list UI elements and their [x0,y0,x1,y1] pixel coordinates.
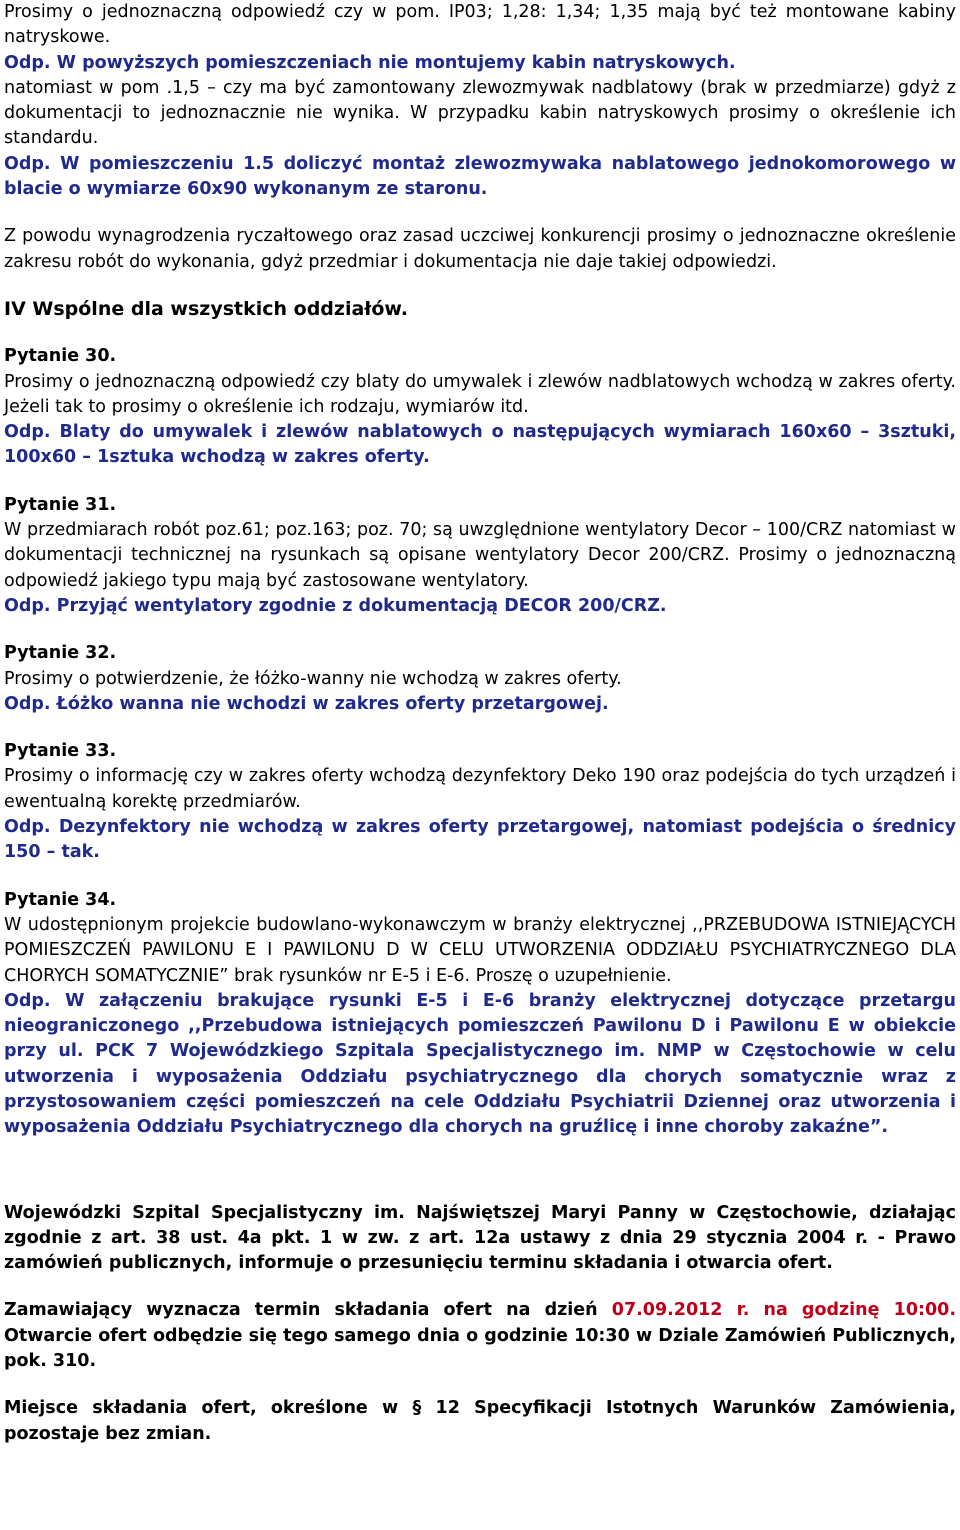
deadline-notice [4,1201,956,1447]
question-block-32 [4,641,956,717]
question-block-31 [4,493,956,619]
notice-paragraph [4,1298,956,1374]
notice-text: Zamawiający wyznacza termin składania ofert na dzień [4,1300,612,1321]
spacer [4,322,956,344]
general-paragraph: Z powodu wynagrodzenia ryczałtowego oraz zasad uczciwej konkurencji prosimy o jednoznaczne określenie zakresu robót do wykonania, gdyż przedmiar i dokumentacja nie daje takiej odpowiedzi. [4,226,956,272]
question-title: Pytanie 31. [4,494,117,515]
question-block-30 [4,344,956,470]
notice-text: Otwarcie ofert odbędzie się tego samego dnia o godzinie 10:30 w Dziale Zamówień Publicznych, pok. 310. [4,1325,956,1372]
question-block-33 [4,739,956,865]
question-text: Prosimy o informację czy w zakres oferty wchodzą dezynfektory Deko 190 oraz podejścia do tych urządzeń i ewentualną korektę przedmiarów. [4,766,956,812]
question-title: Pytanie 34. [4,889,117,910]
answer-text: Odp. Dezynfektory nie wchodzą w zakres oferty przetargowej, natomiast podejścia o średnicy 150 – tak. [4,817,956,863]
spacer [4,717,956,739]
question-block-34 [4,888,956,1141]
question-text: Prosimy o jednoznaczną odpowiedź czy blaty do umywalek i zlewów nadblatowych wchodzą w zakres oferty. Jeżeli tak to prosimy o określenie ich rodzaju, wymiarów itd. [4,371,956,417]
answer-text: Odp. W załączeniu brakujące rysunki E-5 i E-6 branży elektrycznej dotyczące przetargu nieograniczonego ,,Przebudowa istniejących pomieszczeń Pawilonu D i Pawilonu E w obiekcie przy ul. PCK 7 Wojewódzkiego Szpitala Specjalistycznego im. NMP w Częstochowie w celu utworzenia i wyposażenia Oddziału psychiatrycznego dla chorych somatycznie wraz z przystosowaniem części pomieszczeń na cele Oddziału Psychiatrii Dziennej oraz utworzenia i wyposażenia Oddziału Psychiatrycznego dla chorych na gruźlicę i inne choroby zakaźne”. [4,990,956,1138]
answer-text: Odp. Łóżko wanna nie wchodzi w zakres oferty przetargowej. [4,693,609,714]
spacer [4,866,956,888]
question-text: W udostępnionym projekcie budowlano-wykonawczym w branży elektrycznej ,,PRZEBUDOWA ISTNIEJĄCYCH POMIESZCZEŃ PAWILONU E I PAWILONU D W CELU UTWORZENIA ODDZIAŁU PSYCHIATRYCZNEGO DLA CHORYCH SOMATYCZNIE” brak rysunków nr E-5 i E-6. Proszę o uzupełnienie. [4,914,956,986]
question-text: Prosimy o potwierdzenie, że łóżko-wanny nie wchodzą w zakres oferty. [4,668,622,689]
answer-text: Odp. Blaty do umywalek i zlewów nablatowych o następujących wymiarach 160x60 – 3sztuki, 100x60 – 1sztuka wchodzą w zakres oferty. [4,422,956,468]
question-text: Prosimy o jednoznaczną odpowiedź czy w pom. IP03; 1,28: 1,34; 1,35 mają być też montowane kabiny natryskowe. [4,2,956,48]
question-title: Pytanie 33. [4,741,117,762]
spacer [4,1374,956,1396]
question-text: W przedmiarach robót poz.61; poz.163; poz. 70; są uwzględnione wentylatory Decor – 100/CRZ natomiast w dokumentacji technicznej na rysunkach są opisane wentylatory Decor 200/CRZ. Prosimy o jednoznaczną odpowiedź jakiego typu mają być zastosowane wentylatory. [4,520,956,591]
notice-paragraph: Miejsce składania ofert, określone w § 12 Specyfikacji Istotnych Warunków Zamówienia, pozostaje bez zmian. [4,1398,956,1444]
answer-text: Odp. W powyższych pomieszczeniach nie montujemy kabin natryskowych. [4,52,736,73]
deadline-date: 07.09.2012 r. na godzinę 10:00. [611,1300,956,1321]
question-title: Pytanie 32. [4,643,117,664]
section-heading: IV Wspólne dla wszystkich oddziałów. [4,297,408,320]
spacer [4,619,956,641]
spacer [4,1276,956,1298]
spacer [4,275,956,297]
notice-paragraph: Wojewódzki Szpital Specjalistyczny im. Najświętszej Maryi Panny w Częstochowie, działając zgodnie z art. 38 ust. 4a pkt. 1 w zw. z art. 12a ustawy z dnia 29 stycznia 2004 r. - Prawo zamówień publicznych, informuje o przesunięciu terminu składania i otwarcia ofert. [4,1202,956,1274]
spacer [4,471,956,493]
answer-text: Odp. Przyjąć wentylatory zgodnie z dokumentacją DECOR 200/CRZ. [4,595,667,616]
spacer [4,202,956,224]
question-text: natomiast w pom .1,5 – czy ma być zamontowany zlewozmywak nadblatowy (brak w przedmiarze) gdyż z dokumentacji to jednoznacznie nie wynika. W przypadku kabin natryskowych prosimy o określenie ich standardu. [4,77,956,149]
spacer [4,1141,956,1201]
answer-text: Odp. W pomieszczeniu 1.5 doliczyć montaż zlewozmywaka nablatowego jednokomorowego w blacie o wymiarze 60x90 wykonanym ze staronu. [4,153,956,200]
question-title: Pytanie 30. [4,346,117,367]
